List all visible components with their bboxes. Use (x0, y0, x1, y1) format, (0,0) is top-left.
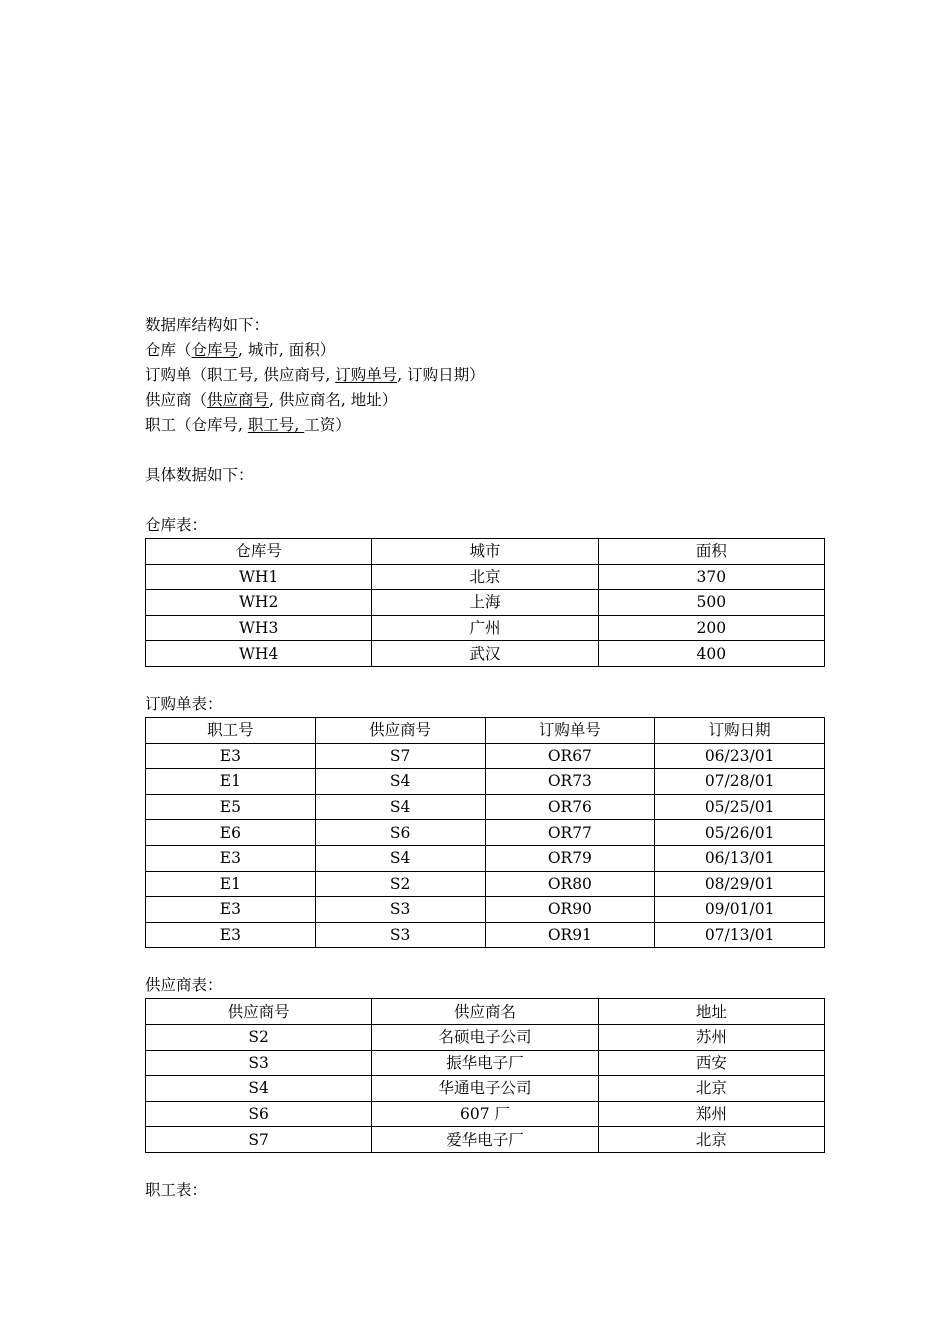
order-table-caption: 订购单表： (145, 694, 223, 713)
table-cell: S6 (146, 1101, 372, 1127)
table-cell: 400 (598, 641, 824, 667)
table-cell: E6 (146, 820, 316, 846)
spacer (145, 488, 825, 513)
header-cell: 地址 (598, 999, 824, 1025)
table-cell: 07/28/01 (655, 769, 825, 795)
table-cell: E3 (146, 897, 316, 923)
table-row (146, 820, 825, 846)
schema-order-rest: , 订购日期） (397, 366, 485, 384)
spacer (145, 948, 825, 973)
table-cell: OR79 (485, 845, 655, 871)
table-cell: E1 (146, 769, 316, 795)
schema-supplier-name: 供应商（ (145, 391, 208, 409)
table-row (146, 590, 825, 616)
table-cell: S4 (315, 794, 485, 820)
table-cell: 爱华电子厂 (372, 1127, 598, 1153)
table-cell: 上海 (372, 590, 598, 616)
schema-employee-key: 职工号, (247, 416, 305, 434)
table-cell: S3 (315, 897, 485, 923)
table-cell: 北京 (598, 1076, 824, 1102)
header-cell: 仓库号 (146, 539, 372, 565)
table-row (146, 794, 825, 820)
header-cell: 供应商名 (372, 999, 598, 1025)
table-cell: 振华电子厂 (372, 1050, 598, 1076)
schema-title: 数据库结构如下： (145, 316, 270, 334)
table-cell: 广州 (372, 615, 598, 641)
table-cell: OR90 (485, 897, 655, 923)
table-cell: E3 (146, 743, 316, 769)
table-cell: E1 (146, 871, 316, 897)
schema-warehouse-rest: , 城市, 面积） (238, 341, 336, 359)
schema-warehouse-key: 仓库号 (191, 341, 239, 359)
table-cell: 09/01/01 (655, 897, 825, 923)
table-cell: 500 (598, 590, 824, 616)
table-cell: S7 (146, 1127, 372, 1153)
table-row (146, 564, 825, 590)
table-header-row (146, 999, 825, 1025)
table-cell: OR91 (485, 922, 655, 948)
table-row (146, 871, 825, 897)
table-row (146, 1024, 825, 1050)
table-cell: WH3 (146, 615, 372, 641)
table-cell: E3 (146, 845, 316, 871)
table-row (146, 897, 825, 923)
supplier-table-caption: 供应商表： (145, 976, 223, 995)
table-cell: WH4 (146, 641, 372, 667)
spacer (145, 667, 825, 692)
spacer (145, 438, 825, 463)
table-cell: 05/26/01 (655, 820, 825, 846)
table-cell: OR67 (485, 743, 655, 769)
table-cell: 北京 (598, 1127, 824, 1153)
header-cell: 供应商号 (315, 717, 485, 743)
schema-order (145, 363, 825, 388)
table-cell: 08/29/01 (655, 871, 825, 897)
table-cell: 名硕电子公司 (372, 1024, 598, 1050)
header-cell: 面积 (598, 539, 824, 565)
table-cell: S3 (146, 1050, 372, 1076)
table-cell: 370 (598, 564, 824, 590)
table-cell: 06/23/01 (655, 743, 825, 769)
table-cell: 200 (598, 615, 824, 641)
table-cell: S4 (315, 769, 485, 795)
table-cell: S7 (315, 743, 485, 769)
table-row (146, 769, 825, 795)
table-cell: 西安 (598, 1050, 824, 1076)
table-cell: 郑州 (598, 1101, 824, 1127)
table-cell: E5 (146, 794, 316, 820)
header-cell: 订购单号 (485, 717, 655, 743)
warehouse-table-caption: 仓库表： (145, 516, 208, 534)
table-cell: WH2 (146, 590, 372, 616)
schema-supplier-key: 供应商号 (207, 391, 270, 409)
order-table (145, 717, 825, 948)
table-row (146, 1101, 825, 1127)
document-body (145, 313, 825, 1203)
table-cell: 607 厂 (372, 1101, 598, 1127)
table-cell: S6 (315, 820, 485, 846)
table-cell: 05/25/01 (655, 794, 825, 820)
data-title: 具体数据如下： (145, 466, 254, 484)
header-cell: 职工号 (146, 717, 316, 743)
schema-employee (145, 413, 825, 438)
table-header-row (146, 539, 825, 565)
table-row (146, 1127, 825, 1153)
schema-warehouse-name: 仓库（ (145, 341, 192, 359)
table-cell: 北京 (372, 564, 598, 590)
header-cell: 供应商号 (146, 999, 372, 1025)
header-cell: 城市 (372, 539, 598, 565)
schema-employee-rest: 工资） (304, 416, 351, 434)
schema-order-name: 订购单（职工号, 供应商号, (145, 366, 336, 384)
table-cell: WH1 (146, 564, 372, 590)
warehouse-table (145, 538, 825, 667)
table-cell: OR77 (485, 820, 655, 846)
table-cell: S2 (146, 1024, 372, 1050)
schema-employee-name: 职工（仓库号, (145, 416, 248, 434)
table-cell: S4 (315, 845, 485, 871)
table-cell: E3 (146, 922, 316, 948)
spacer (145, 1153, 825, 1178)
table-cell: 06/13/01 (655, 845, 825, 871)
table-row (146, 743, 825, 769)
table-row (146, 922, 825, 948)
employee-table-caption: 职工表： (145, 1180, 208, 1199)
table-row (146, 1076, 825, 1102)
table-cell: S2 (315, 871, 485, 897)
supplier-table (145, 998, 825, 1153)
table-row (146, 641, 825, 667)
schema-supplier (145, 388, 825, 413)
table-header-row (146, 717, 825, 743)
table-row (146, 615, 825, 641)
schema-supplier-rest: , 供应商名, 地址） (269, 391, 398, 409)
table-cell: OR76 (485, 794, 655, 820)
schema-warehouse (145, 338, 825, 363)
table-cell: 07/13/01 (655, 922, 825, 948)
table-row (146, 1050, 825, 1076)
table-cell: OR80 (485, 871, 655, 897)
table-cell: 武汉 (372, 641, 598, 667)
table-cell: S3 (315, 922, 485, 948)
table-row (146, 845, 825, 871)
table-cell: 苏州 (598, 1024, 824, 1050)
table-cell: S4 (146, 1076, 372, 1102)
header-cell: 订购日期 (655, 717, 825, 743)
table-cell: OR73 (485, 769, 655, 795)
table-cell: 华通电子公司 (372, 1076, 598, 1102)
schema-order-key: 订购单号 (335, 366, 398, 384)
